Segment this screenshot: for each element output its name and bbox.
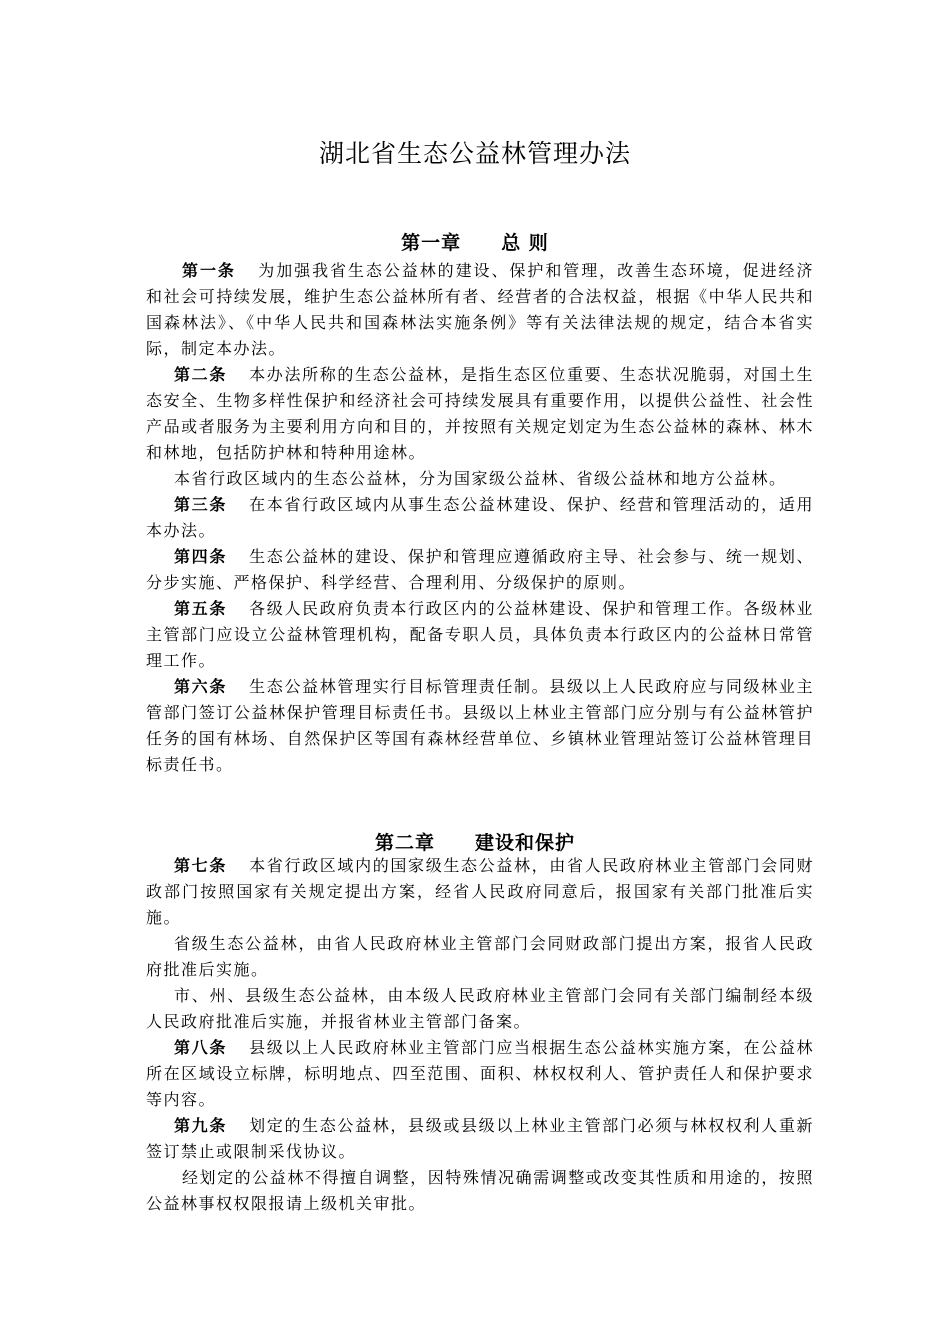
chapter-heading-1 xyxy=(0,228,950,255)
article-label: 第七条 xyxy=(174,856,227,875)
article-7-paragraph-3: 市、州、县级生态公益林，由本级人民政府林业主管部门会同有关部门编制经本级人民政府批准后实施，并报省林业主管部门备案。 xyxy=(146,986,814,1031)
article-label: 第六条 xyxy=(174,677,227,696)
chapter-heading-2 xyxy=(0,828,950,855)
article-text: 县级以上人民政府林业主管部门应当根据生态公益林实施方案，在公益林所在区域设立标牌，标明地点、四至范围、面积、林权权利人、管护责任人和保护要求等内容。 xyxy=(146,1038,814,1109)
article-9-paragraph-2: 经划定的公益林不得擅自调整，因特殊情况确需调整或改变其性质和用途的，按照公益林事权权限报请上级机关审批。 xyxy=(146,1168,814,1213)
chapter-number: 第一章 xyxy=(401,232,462,254)
article-label: 第三条 xyxy=(174,495,227,514)
article-label: 第一条 xyxy=(182,261,236,280)
chapter-name: 建设和保护 xyxy=(475,832,576,854)
article-text: 本省行政区域内的国家级生态公益林，由省人民政府林业主管部门会同财政部门按照国家有关规定提出方案，经省人民政府同意后，报国家有关部门批准后实施。 xyxy=(146,856,814,927)
article-3 xyxy=(146,492,814,544)
chapter-1-body xyxy=(146,258,814,778)
article-2 xyxy=(146,362,814,466)
article-5 xyxy=(146,596,814,674)
chapter-name: 总 则 xyxy=(501,232,549,254)
article-text: 在本省行政区域内从事生态公益林建设、保护、经营和管理活动的，适用本办法。 xyxy=(146,495,814,540)
article-text: 各级人民政府负责本行政区内的公益林建设、保护和管理工作。各级林业主管部门应设立公益林管理机构，配备专职人员，具体负责本行政区内的公益林日常管理工作。 xyxy=(146,599,814,670)
article-1 xyxy=(146,258,814,362)
article-label: 第四条 xyxy=(174,547,227,566)
article-text: 生态公益林管理实行目标管理责任制。县级以上人民政府应与同级林业主管部门签订公益林保护管理目标责任书。县级以上林业主管部门应分别与有公益林管护任务的国有林场、自然保护区等国有森林经营单位、乡镇林业管理站签订公益林管理目标责任书。 xyxy=(146,677,814,774)
article-label: 第八条 xyxy=(174,1038,227,1057)
article-7-paragraph-2: 省级生态公益林，由省人民政府林业主管部门会同财政部门提出方案，报省人民政府批准后实施。 xyxy=(146,934,814,979)
article-label: 第五条 xyxy=(174,599,227,618)
article-text: 为加强我省生态公益林的建设、保护和管理，改善生态环境，促进经济和社会可持续发展，维护生态公益林所有者、经营者的合法权益，根据《中华人民共和国森林法》、《中华人民共和国森林法实施条例》等有关法律法规的规定，结合本省实际，制定本办法。 xyxy=(146,261,814,358)
chapter-2-body xyxy=(146,853,814,1217)
article-7 xyxy=(146,853,814,931)
article-text: 划定的生态公益林，县级或县级以上林业主管部门必须与林权权利人重新签订禁止或限制采伐协议。 xyxy=(146,1116,814,1161)
document-title: 湖北省生态公益林管理办法 xyxy=(318,139,631,168)
article-4 xyxy=(146,544,814,596)
article-6 xyxy=(146,674,814,778)
chapter-number: 第二章 xyxy=(374,832,435,854)
article-2-paragraph-2: 本省行政区域内的生态公益林，分为国家级公益林、省级公益林和地方公益林。 xyxy=(174,469,787,488)
article-text: 本办法所称的生态公益林，是指生态区位重要、生态状况脆弱，对国土生态安全、生物多样性保护和经济社会可持续发展具有重要作用，以提供公益性、社会性产品或者服务为主要利用方向和目的，并按照有关规定划定为生态公益林的森林、林木和林地，包括防护林和特种用途林。 xyxy=(146,365,814,462)
article-label: 第九条 xyxy=(174,1116,227,1135)
article-text: 生态公益林的建设、保护和管理应遵循政府主导、社会参与、统一规划、分步实施、严格保护、科学经营、合理利用、分级保护的原则。 xyxy=(146,547,814,592)
article-9 xyxy=(146,1113,814,1165)
article-8 xyxy=(146,1035,814,1113)
article-label: 第二条 xyxy=(174,365,227,384)
